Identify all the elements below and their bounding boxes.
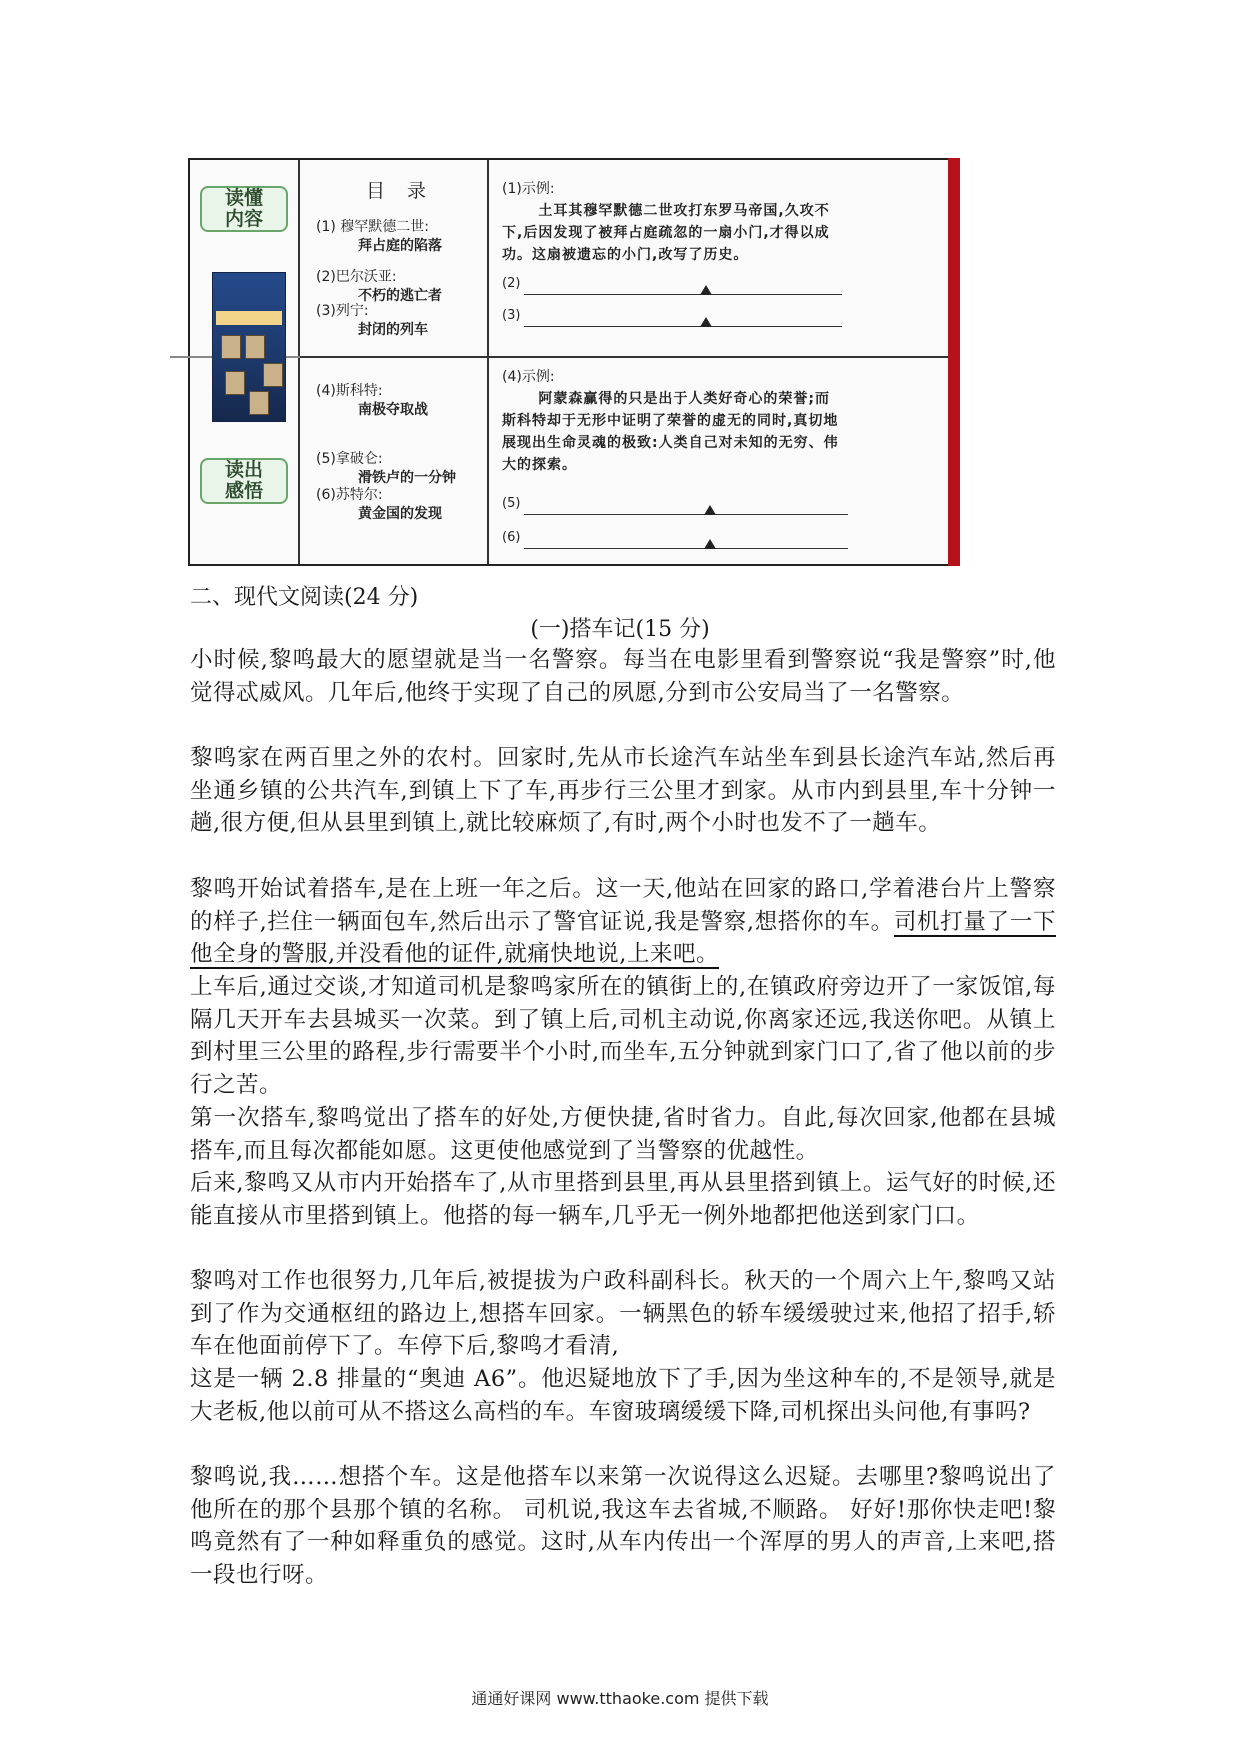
toc-item-name: (2)巴尔沃亚: [316,269,397,285]
blank-line [524,294,842,295]
footer-credit: 通通好课网 www.tthaoke.com 提供下载 [471,1689,769,1708]
book-cover-title-band [216,311,282,325]
answer-label: (4)示例: [502,369,555,385]
toc-item-subtitle: 滑铁卢的一分钟 [358,470,456,486]
blank-line [524,514,848,515]
table-divider [487,160,489,564]
reading-table-figure [188,158,960,566]
toc-item-subtitle: 黄金国的发现 [358,506,442,522]
paragraph: 第一次搭车,黎鸣觉出了搭车的好处,方便快捷,省时省力。自此,每次回家,他都在县城搭车,而且每次都能如愿。这更使他感觉到了当警察的优越性。 [190,1105,1056,1164]
blank-label: (6) [502,530,521,545]
badge-label: 读出 感悟 [224,459,263,502]
answer-blank-6 [502,530,848,552]
paragraph: 黎鸣对工作也很努力,几年后,被提拔为户政科副科长。秋天的一个周六上午,黎鸣又站到了作为交通枢纽的路边上,想搭车回家。一辆黑色的轿车缓缓驶过来,他招了招手,轿车在他面前停下了。车停下后,黎鸣才看清, [190,1268,1056,1360]
answer-blank-3 [502,308,842,330]
answer-label: (1)示例: [502,181,555,197]
answer-blank-2 [502,276,842,298]
triangle-icon [700,285,712,295]
underlined-sentence: 司机打量了一下他全身的警服,并没看他的证件,就痛快地说,上来吧。 [190,908,1056,968]
portrait-icon [263,363,283,387]
answer-blank-5 [502,496,848,518]
toc-item [316,486,442,524]
paragraph: 小时候,黎鸣最大的愿望就是当一名警察。每当在电影里看到警察说“我是警察”时,他觉得忒威风。几年后,他终于实现了自己的夙愿,分到市公安局当了一名警察。 [190,647,1056,706]
toc-item-name: (6)苏特尔: [316,487,383,503]
paragraph: 后来,黎鸣又从市内开始搭车了,从市里搭到县里,再从县里搭到镇上。运气好的时候,还能直接从市里搭到镇上。他搭的每一辆车,几乎无一例外地都把他送到家门口。 [190,1170,1056,1229]
toc-title: 目 录 [366,180,435,202]
triangle-icon [704,505,716,515]
table-divider [190,356,958,358]
triangle-icon [700,317,712,327]
blank-label: (2) [502,276,521,291]
badge-label: 读懂 内容 [224,187,263,230]
toc-item [316,268,442,306]
toc-item-name: (5)拿破仑: [316,451,383,467]
paragraph: 上车后,通过交谈,才知道司机是黎鸣家所在的镇街上的,在镇政府旁边开了一家饭馆,每隔几天开车去县城买一次菜。到了镇上后,司机主动说,你离家还远,我送你吧。从镇上到村里三公里的路程,步行需要半个小时,而坐车,五分钟就到家门口了,省了他以前的步行之苦。 [190,974,1056,1098]
toc-item-name: (4)斯科特: [316,383,383,399]
triangle-icon [704,539,716,549]
toc-item-subtitle: 封闭的列车 [358,322,428,338]
paragraph [190,873,1056,971]
paragraph: 这是一辆 2.8 排量的“奥迪 A6”。他迟疑地放下了手,因为坐这种车的,不是领导,就是大老板,他以前可从不搭这么高档的车。车窗玻璃缓缓下降,司机探出头问他,有事吗? [190,1366,1056,1425]
figure-red-edge [948,158,960,566]
toc-item-subtitle: 不朽的逃亡者 [358,288,442,304]
paragraph: 黎鸣家在两百里之外的农村。回家时,先从市长途汽车站坐车到县长途汽车站,然后再坐通乡镇的公共汽车,到镇上下了车,再步行三公里才到家。从市内到县里,车十分钟一趟,很方便,但从县里到镇上,就比较麻烦了,有时,两个小时也发不了一趟车。 [190,745,1056,837]
answer-text: 土耳其穆罕默德二世攻打东罗马帝国,久攻不下,后因发现了被拜占庭疏忽的一扇小门,才得以成功。这扇被遗忘的小门,改写了历史。 [502,203,830,263]
blank-line [524,326,842,327]
article-title: (一)搭车记(15 分) [530,617,710,642]
toc-item-subtitle: 拜占庭的陷落 [358,238,442,254]
blank-label: (3) [502,308,521,323]
answer-text: 阿蒙森赢得的只是出于人类好奇心的荣誉;而斯科特却于无形中证明了荣誉的虚无的同时,真切地展现出生命灵魂的极致:人类自己对未知的无穷、伟大的探索。 [502,391,839,473]
answer-example-4 [502,366,842,476]
table-divider [298,160,300,564]
toc-item-name: (1) 穆罕默德二世: [316,219,429,235]
toc-item-name: (3)列宁: [316,303,369,319]
toc-item [316,218,442,256]
toc-item-subtitle: 南极夺取战 [358,402,428,418]
badge-read-insight [200,458,288,504]
paragraph: 黎鸣说,我……想搭个车。这是他搭车以来第一次说得这么迟疑。去哪里?黎鸣说出了他所在的那个县那个镇的名称。 司机说,我这车去省城,不顺路。 好好!那你快走吧!黎鸣竟然有了一种如释重负的感觉。这时,从车内传出一个浑厚的男人的声音,上来吧,搭一段也行呀。 [190,1464,1056,1588]
toc-item [316,382,428,420]
answer-example-1 [502,178,842,266]
book-cover-image [212,272,286,422]
badge-read-content [200,186,288,232]
portrait-icon [249,391,269,415]
blank-label: (5) [502,496,521,511]
paragraph-text: 黎鸣开始试着搭车,是在上班一年之后。这一天,他站在回家的路口,学着港台片上警察的样子,拦住一辆面包车,然后出示了警官证说,我是警察,想搭你的车。 [190,876,1056,935]
section-title: 二、现代文阅读(24 分) [190,585,419,610]
portrait-icon [225,371,245,395]
blank-line [524,548,848,549]
toc-item [316,450,456,488]
portrait-icon [221,335,241,359]
portrait-icon [245,335,265,359]
toc-item [316,302,428,340]
